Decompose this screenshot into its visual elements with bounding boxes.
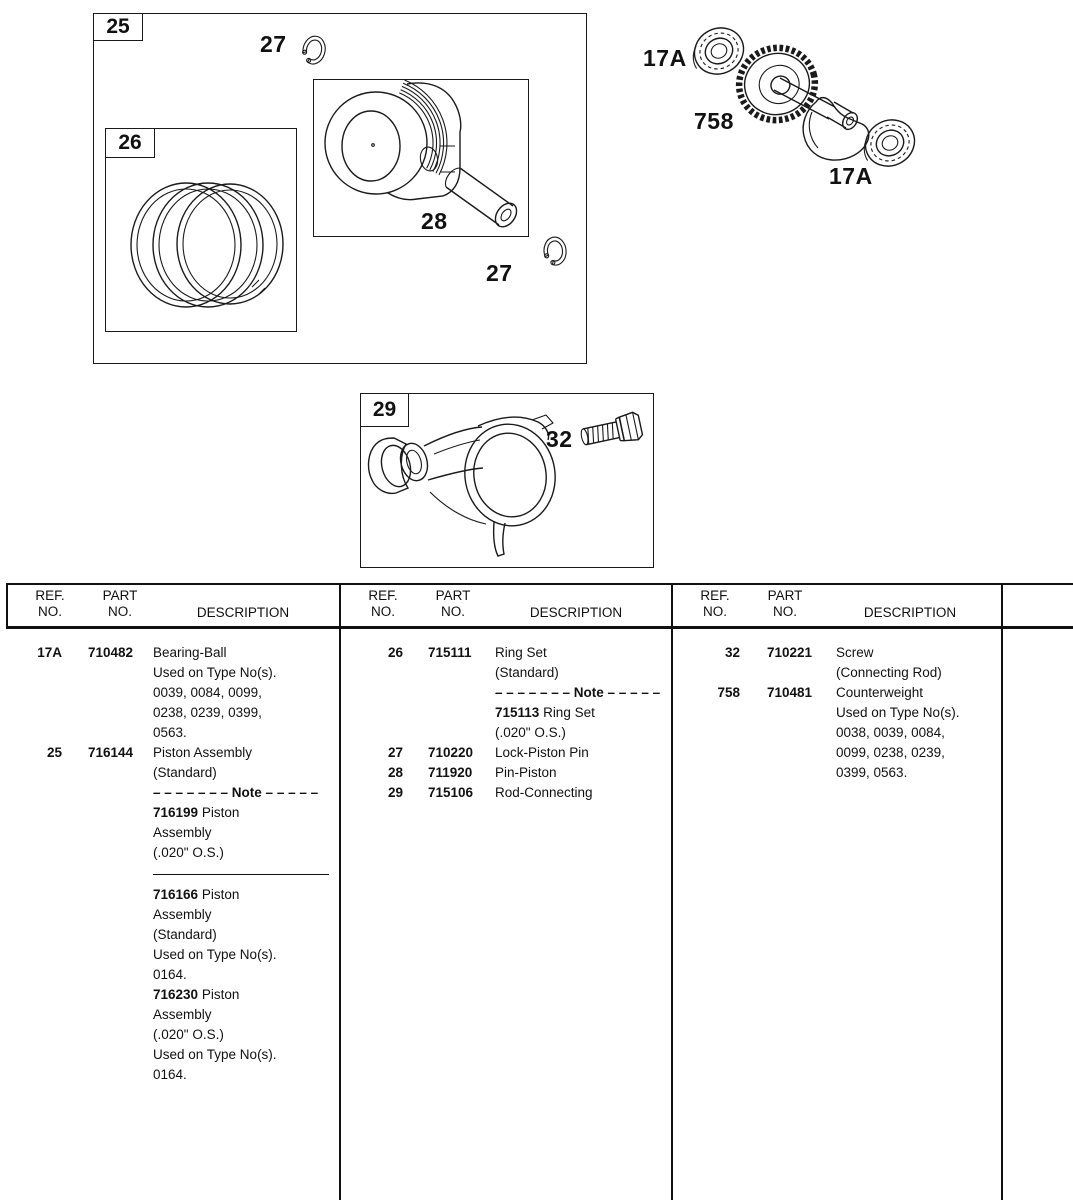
- ref-label-28: 28: [421, 208, 448, 234]
- description: [836, 683, 1001, 783]
- snap-ring-bottom-illustration: [540, 233, 574, 273]
- description-line: Used on Type No(s).: [153, 665, 277, 680]
- description-line: (.020" O.S.): [495, 725, 566, 740]
- ref-label-27-bottom: 27: [486, 260, 513, 286]
- description-line: Lock-Piston Pin: [495, 745, 589, 760]
- description-line: Used on Type No(s).: [836, 705, 960, 720]
- column-1-header: [6, 585, 339, 627]
- parts-column-3: [671, 643, 1001, 783]
- ref-no: 758: [717, 685, 740, 700]
- counterweight-assembly-illustration: [620, 10, 1020, 225]
- description-line: 0563.: [153, 725, 187, 740]
- description-line: 716230 Piston: [153, 987, 240, 1002]
- description-line: (.020" O.S.): [153, 1027, 224, 1042]
- description-line: 0164.: [153, 967, 187, 982]
- description-line: 0039, 0084, 0099,: [153, 685, 262, 700]
- part-no-header: PART NO.: [767, 588, 803, 619]
- description-line: (.020" O.S.): [153, 845, 224, 860]
- ref-label-758: 758: [694, 108, 734, 134]
- part-no: 711920: [428, 765, 473, 780]
- description-line: (Connecting Rod): [836, 665, 942, 680]
- table-row: [671, 683, 1001, 783]
- box-25-label-text: 25: [106, 15, 130, 38]
- description: [836, 643, 1001, 683]
- description-header: DESCRIPTION: [529, 605, 623, 620]
- piston-rings-illustration: [106, 129, 294, 329]
- ref-no-header: REF. NO.: [700, 588, 730, 619]
- snap-ring-top-illustration: [299, 32, 333, 72]
- ref-no: 17A: [37, 645, 62, 660]
- part-no-header: PART NO.: [435, 588, 471, 619]
- piston-illustration: [314, 80, 526, 234]
- box-25-label: [93, 13, 143, 41]
- table-row: [671, 643, 1001, 683]
- ref-label-32: 32: [546, 426, 573, 452]
- description: [153, 643, 339, 743]
- description-line: Ring Set: [495, 645, 547, 660]
- description-line: Pin-Piston: [495, 765, 557, 780]
- table-row: [339, 763, 671, 783]
- table-row: [339, 643, 671, 743]
- part-no: 710220: [428, 745, 474, 760]
- part-no: 716144: [88, 745, 134, 760]
- description-line: Assembly: [153, 825, 212, 840]
- table-right-border: [1001, 583, 1003, 1200]
- description-line: 715113 Ring Set: [495, 705, 595, 720]
- note-line: – – – – – – – Note – – – – –: [495, 685, 661, 700]
- ref-no: 26: [387, 645, 403, 660]
- description-line: 0399, 0563.: [836, 765, 908, 780]
- box-26-label-text: 26: [118, 131, 142, 154]
- description: [495, 763, 671, 783]
- description-header: DESCRIPTION: [863, 605, 957, 620]
- ref-no: 27: [387, 745, 403, 760]
- description: [153, 743, 339, 1085]
- timing-gear: [731, 39, 823, 128]
- description-line: 0238, 0239, 0399,: [153, 705, 262, 720]
- ref-no: 25: [46, 745, 62, 760]
- part-no: 710482: [88, 645, 134, 660]
- description-line: Rod-Connecting: [495, 785, 593, 800]
- table-row: [339, 743, 671, 763]
- description-line: (Standard): [495, 665, 559, 680]
- parts-column-2: [339, 643, 671, 803]
- part-no-inline: 716230: [153, 987, 199, 1002]
- parts-column-1: [6, 643, 339, 1085]
- ref-label-27-top: 27: [260, 31, 287, 57]
- part-no: 715111: [428, 645, 472, 660]
- description-line: 0099, 0238, 0239,: [836, 745, 945, 760]
- part-no-header: PART NO.: [102, 588, 138, 619]
- note-separator: [153, 863, 329, 875]
- part-no: 710221: [767, 645, 813, 660]
- column-3-header: [671, 585, 1001, 627]
- box-29-label-text: 29: [372, 398, 397, 421]
- part-no: 710481: [767, 685, 813, 700]
- description: [495, 643, 671, 743]
- table-row: [6, 643, 339, 743]
- ref-no: 28: [387, 765, 403, 780]
- column-2-header: [339, 585, 671, 627]
- description-line: Assembly: [153, 907, 212, 922]
- part-no-inline: 716166: [153, 887, 199, 902]
- ref-no-header: REF. NO.: [35, 588, 65, 619]
- description-line: 716199 Piston: [153, 805, 240, 820]
- note-line: – – – – – – – Note – – – – –: [153, 785, 319, 800]
- table-row: [339, 783, 671, 803]
- part-no: 715106: [428, 785, 474, 800]
- description-line: 716166 Piston: [153, 887, 240, 902]
- description-line: 0164.: [153, 1067, 187, 1082]
- table-row: [6, 743, 339, 1085]
- description-line: Assembly: [153, 1007, 212, 1022]
- ref-label-17a-top: 17A: [643, 45, 687, 71]
- part-no-inline: 715113: [495, 705, 540, 720]
- ref-no: 29: [387, 785, 403, 800]
- ball-bearing-top: [684, 19, 752, 84]
- description-line: Screw: [836, 645, 874, 660]
- description-line: Used on Type No(s).: [153, 1047, 277, 1062]
- description-line: (Standard): [153, 927, 217, 942]
- ref-no: 32: [724, 645, 740, 660]
- description: [495, 783, 671, 803]
- description-line: Bearing-Ball: [153, 645, 227, 660]
- ref-no-header: REF. NO.: [368, 588, 398, 619]
- description-header: DESCRIPTION: [196, 605, 290, 620]
- part-no-inline: 716199: [153, 805, 199, 820]
- ref-label-17a-bottom: 17A: [829, 163, 873, 189]
- rod-screw-illustration: [576, 408, 648, 454]
- description-line: 0038, 0039, 0084,: [836, 725, 945, 740]
- description-line: Used on Type No(s).: [153, 947, 277, 962]
- description-line: Counterweight: [836, 685, 924, 700]
- description-line: (Standard): [153, 765, 217, 780]
- description: [495, 743, 671, 763]
- description-line: Piston Assembly: [153, 745, 253, 760]
